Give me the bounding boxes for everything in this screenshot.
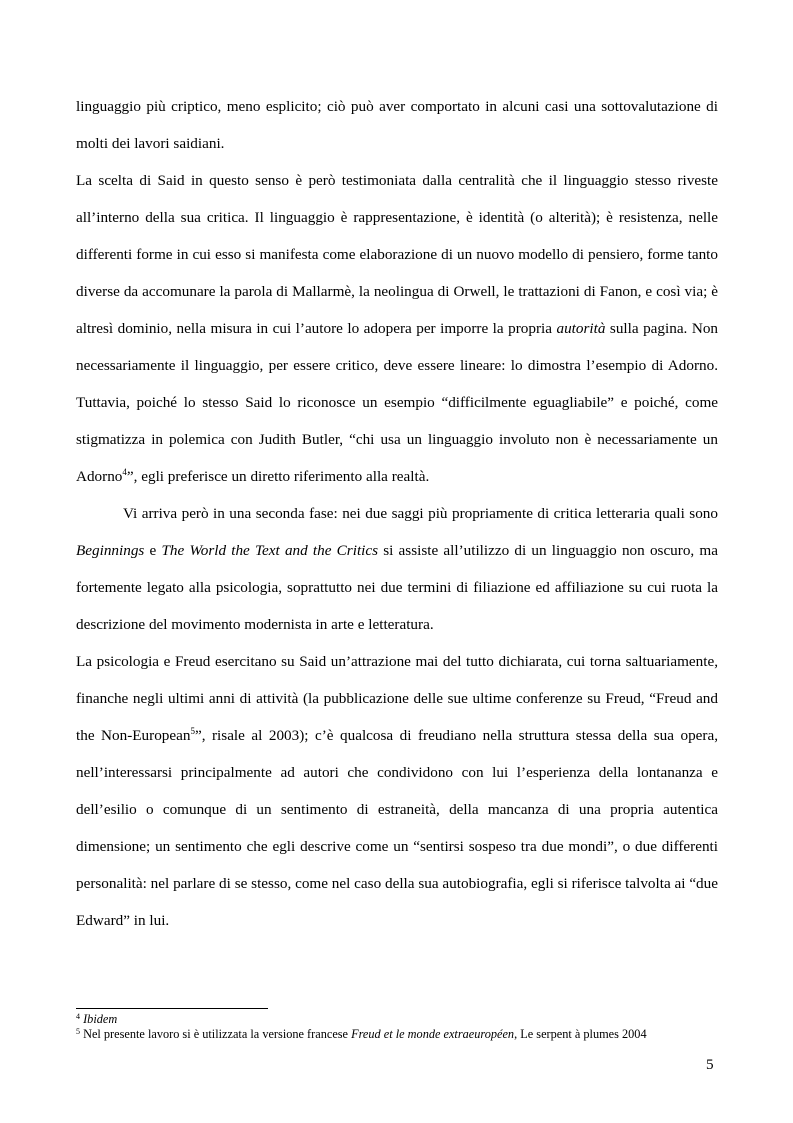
italic-text: autorità bbox=[556, 320, 606, 337]
text-run: Vi arriva però in una seconda fase: nei due saggi più propriamente di critica letteraria quali sono bbox=[123, 505, 718, 522]
footnote-ref: 4 bbox=[76, 1012, 80, 1021]
paragraph bbox=[76, 88, 718, 162]
footnote bbox=[76, 1027, 736, 1042]
paragraph bbox=[76, 495, 718, 643]
page-number: 5 bbox=[706, 1056, 714, 1073]
text-run: Nel presente lavoro si è utilizzata la versione francese bbox=[80, 1027, 352, 1041]
text-run: ”, risale al 2003); c’è qualcosa di freudiano nella struttura stessa della sua opera, nell’interessarsi principalmente ad autori che condividono con lui l’esperienza della lontananza e dell’esilio o comunque di un sentimento di estraneità, della mancanza di una propria autentica dimensione; un sentimento che egli descrive come un “sentirsi sospeso tra due mondi”, o due differenti personalità: nel parlare di se stesso, come nel caso della sua autobiografia, egli si riferisce talvolta ai “due Edward” in lui. bbox=[76, 727, 719, 929]
italic-text: Beginnings bbox=[76, 542, 145, 559]
text-run: La scelta di Said in questo senso è però testimoniata dalla centralità che il linguaggio stesso riveste all’interno della sua critica. Il linguaggio è rappresentazione, è identità (o alterità); è resistenza, nelle differenti forme in cui esso si manifesta come elaborazione di un nuovo modello di pensiero, forme tanto diverse da accomunare la parola di Mallarmè, la neolingua di Orwell, le trattazioni di Fanon, e così via; è altresì dominio, nella misura in cui l’autore lo adopera per imporre la propria bbox=[76, 172, 718, 337]
footnote-ref: 4 bbox=[122, 467, 127, 477]
footnotes bbox=[76, 1012, 736, 1042]
footnote-separator bbox=[76, 1008, 268, 1009]
italic-text: The World the Text and the Critics bbox=[161, 542, 379, 559]
footnote-ref: 5 bbox=[190, 726, 195, 736]
paragraph bbox=[76, 162, 718, 495]
text-run: sulla pagina. Non necessariamente il linguaggio, per essere critico, deve essere lineare: lo dimostra l’esempio di Adorno. Tuttavia, poiché lo stesso Said lo riconosce un esempio “difficilmente eguagliabile” e poiché, come stigmatizza in polemica con Judith Butler, “chi usa un linguaggio involuto non è necessariamente un Adorno bbox=[76, 320, 719, 485]
text-run: si assiste all’utilizzo di un linguaggio non oscuro, ma fortemente legato alla psicologia, soprattutto nei due termini di filiazione ed affiliazione su cui ruota la descrizione del movimento modernista in arte e letteratura. bbox=[76, 542, 718, 633]
footnote bbox=[76, 1012, 736, 1027]
text-run: , Le serpent à plumes 2004 bbox=[514, 1027, 647, 1041]
text-run: linguaggio più criptico, meno esplicito; ciò può aver comportato in alcuni casi una sottovalutazione di molti dei lavori saidiani. bbox=[76, 98, 718, 152]
body-text bbox=[76, 88, 718, 939]
text-run: La psicologia e Freud esercitano su Said un’attrazione mai del tutto dichiarata, cui torna saltuariamente, finanche negli ultimi anni di attività (la pubblicazione delle sue ultime conferenze su Freud, “Freud and the Non-European bbox=[76, 653, 718, 744]
text-run: e bbox=[144, 542, 162, 559]
italic-text: Ibidem bbox=[83, 1012, 118, 1026]
text-run: ”, egli preferisce un diretto riferimento alla realtà. bbox=[126, 468, 430, 485]
footnote-ref: 5 bbox=[76, 1027, 80, 1036]
italic-text: Freud et le monde extraeuropéen bbox=[351, 1027, 515, 1041]
paragraph bbox=[76, 643, 718, 939]
